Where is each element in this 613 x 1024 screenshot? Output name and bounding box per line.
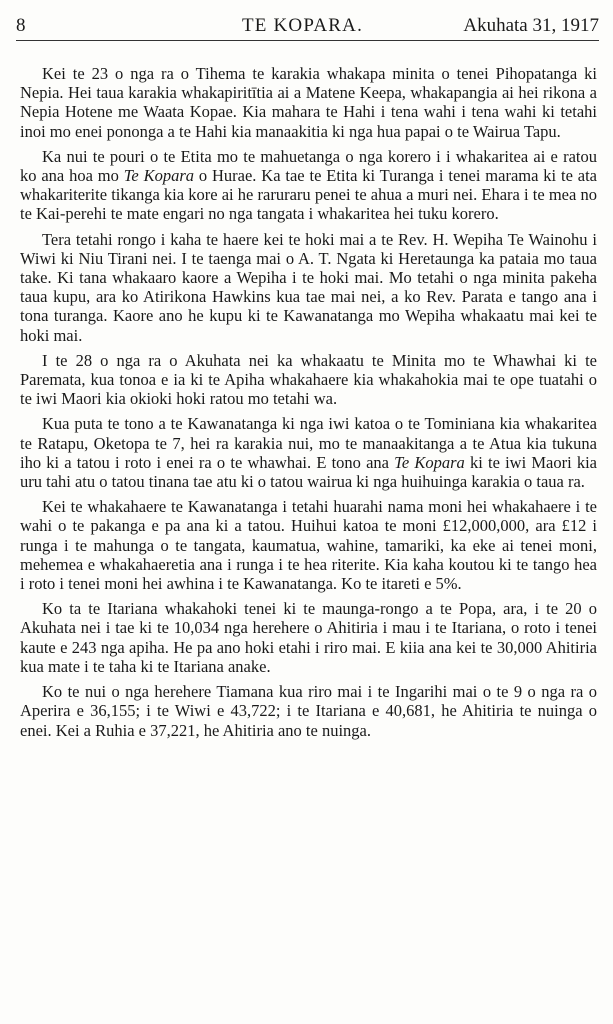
paragraph	[20, 682, 597, 740]
article-body	[20, 64, 597, 746]
publication-title: TE KOPARA.	[241, 15, 364, 36]
paragraph	[20, 599, 597, 676]
publication-name-italic: Te Kopara	[123, 166, 195, 186]
text-run: Ko te nui o nga herehere Tiamana kua riro mai i te Ingarihi mai o te 9 o nga ra o Aperira e 36,155; i te Wiwi e 43,722; i te Itariana e 40,681, he Ahitiria te nuinga o enei. Kei a Ruhia e 37,221, he Ahitiria ano te nuinga.	[20, 682, 597, 740]
text-run: Kei te whakahaere te Kawanatanga i tetahi huarahi nama moni hei whakahaere i te wahi o te pakanga e pa ana ki a tatou. Huihui katoa te moni £12,000,000, ara £12 i runga i te mahunga o te tangata, kaumatua, wahine, tamariki, ka eke ai tenei moni, mehemea e whakahaeretia ana i runga i te hea riterite. Kia kaha koutou ki te tango hea i roto i tenei moni hei awhina i te Kawanatanga. Ko te itareti e 5%.	[20, 497, 597, 594]
page-number: 8	[16, 15, 26, 36]
paragraph	[20, 147, 597, 224]
paragraph	[20, 351, 597, 409]
text-run: Kei te 23 o nga ra o Tihema te karakia whakapa minita o tenei Pihopatanga ki Nepia. Hei taua karakia whakapiritītia ai a Matene Keepa, whakapangia ai hei rikona a Nepia Hotene me Waata Kopae. Kia mahara te Hahi i tena wahi i tena wahi ki tetahi inoi mo enei pononga a te Hahi kia manaakitia ki nga hua papai o te Wairua Tapu.	[20, 64, 597, 141]
text-run: o Hurae. Ka tae te Etita ki Turanga i tenei marama ki te ata whakariterite tikanga kia kore ai he raruraru penei te ahua a muri nei. Ehara i te mea no te Kai-perehi te mate engari no nga tangata i whakaritea hei tuku korero.	[20, 166, 597, 224]
page-header	[16, 14, 599, 41]
text-run: I te 28 o nga ra o Akuhata nei ka whakaatu te Minita mo te Whawhai ki te Paremata, kua tonoa e ia ki te Apiha whakahaere kia whakahokia mai te ope tuatahi o te iwi Maori kia okioki hoki ratou mo tetahi wa.	[20, 350, 597, 409]
paragraph	[20, 230, 597, 345]
paragraph	[20, 497, 597, 593]
text-run: Tera tetahi rongo i kaha te haere kei te hoki mai a te Rev. H. Wepiha Te Wainohu i Wiwi ki Niu Tirani nei. I te taenga mai o A. T. Ngata ki Heretaunga ka pataia mo taua take. Ki tana whakaaro kaore a Wepiha i te hoki mai. Mo tetahi o nga minita pakeha taua kupu, ara ko Atirikona Hawkins kua tae mai nei, a ko Rev. Parata e tango ana i tona turanga. Kaore ano he kupu ki te Kawanatanga mo Wepiha whakaatu mai kei te hoki mai.	[20, 229, 597, 345]
text-run: Ko ta te Itariana whakahoki tenei ki te maunga-rongo a te Popa, ara, i te 20 o Akuhata nei i tae ki te 10,034 nga herehere o Ahitiria i mau i te Itariana, o roto i tenei kaute e 243 nga apiha. He pa ano hoki etahi i riro mai. E kiia ana kei te 30,000 Ahitiria kua mate i te taha ki te Itariana anake.	[20, 599, 597, 676]
text-run: Ka nui te pouri o te Etita mo te mahuetanga o nga korero i i whakaritea ai e ratou ko ana hoa mo	[20, 146, 597, 186]
paragraph	[20, 64, 597, 141]
text-run: ki te iwi Maori kia uru tahi atu o tatou tinana tae atu ki o tatou wairua ki nga huihuinga karakia o taua ra.	[20, 452, 598, 492]
text-run: Kua puta te tono a te Kawanatanga ki nga iwi katoa o te Tominiana kia whakaritea te Ratapu, Oketopa te 7, hei ra karakia nui, mo te manaakitanga a te Atua kia tukuna iho ki a tatou i roto i enei ra o te whawhai. E tono ana	[20, 414, 597, 472]
paragraph	[20, 414, 597, 491]
publication-name-italic: Te Kopara	[394, 452, 465, 472]
issue-date: Akuhata 31, 1917	[463, 15, 599, 36]
